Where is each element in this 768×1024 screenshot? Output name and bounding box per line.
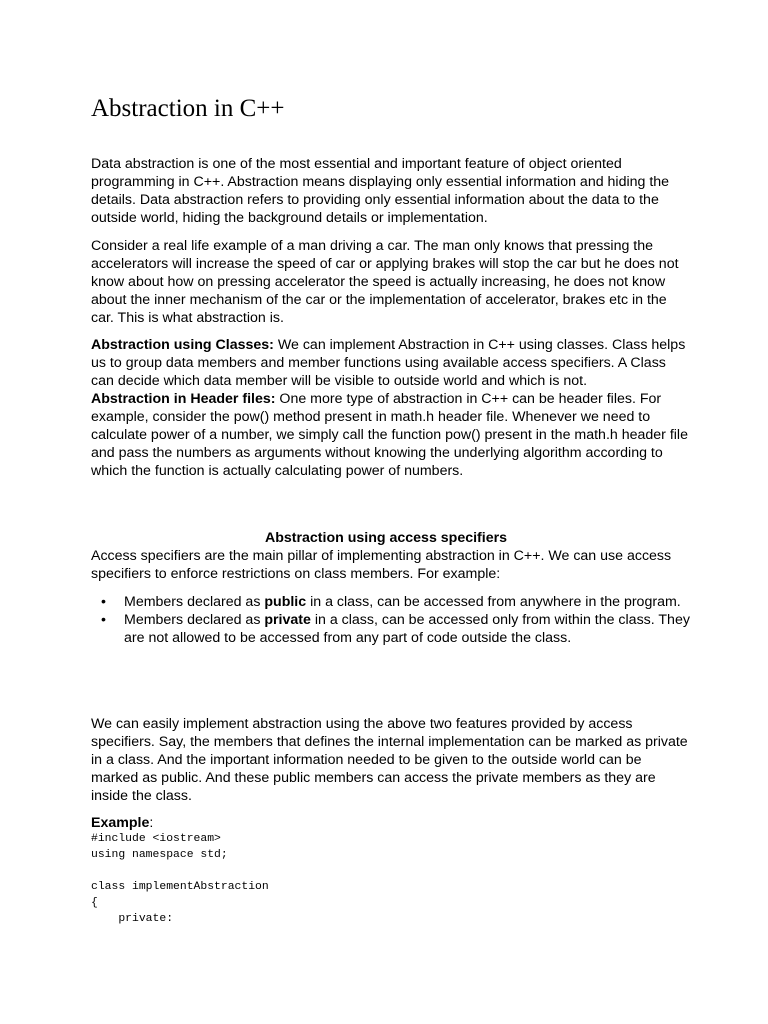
header-files-label: Abstraction in Header files: (91, 391, 276, 407)
classes-text: We can implement Abstraction in C++ using classes. Class helps us to group data members and member functions using available access specifiers. A Class can decide which data member will be visible to outside world and which is not. (91, 337, 686, 389)
bullet-icon: • (101, 594, 106, 610)
example-label: Example (91, 815, 150, 831)
implementation-text: We can easily implement abstraction using the above two features provided by access specifiers. Say, the members that defines the internal implementation can be marked as private in a class. And the important information needed to be given to the outside world can be marked as public. And these public members can access the private members as they are inside the class. (91, 716, 688, 804)
list-item (91, 593, 691, 611)
header-files-paragraph (91, 390, 691, 480)
bullet-icon: • (101, 612, 106, 628)
classes-and-headers-section (91, 336, 691, 480)
car-example-text: Consider a real life example of a man driving a car. The man only knows that pressing the accelerators will increase the speed of car or applying brakes will stop the car but he does not know about how on pressing accelerator the speed is actually increasing, he does not know about the inner mechanism of the car or the implementation of accelerator, brakes etc in the car. This is what abstraction is. (91, 238, 679, 326)
list-item-keyword: private (264, 612, 311, 628)
classes-paragraph (91, 336, 691, 390)
access-specifier-list (91, 593, 691, 647)
intro-text: Data abstraction is one of the most essential and important feature of object oriented programming in C++. Abstraction means displaying only essential information and hiding the details. Data abstraction refers to providing only essential information about the data to the outside world, hiding the background details or implementation. (91, 156, 670, 226)
list-item-text-before: Members declared as (124, 594, 265, 610)
access-intro-paragraph (91, 547, 691, 583)
list-item-text-after: in a class, can be accessed only from within the class. They are not allowed to be accessed from any part of code outside the class. (124, 612, 690, 646)
header-files-text: One more type of abstraction in C++ can be header files. For example, consider the pow() method present in math.h header file. Whenever we need to calculate power of a number, we simply call the function pow() present in the math.h header file and pass the numbers as arguments without knowing the underlying algorithm according to which the function is actually calculating power of numbers. (91, 391, 688, 479)
list-item (91, 611, 691, 647)
classes-label: Abstraction using Classes: (91, 337, 274, 353)
implementation-paragraph (91, 715, 691, 805)
access-specifiers-heading: Abstraction using access specifiers (264, 530, 508, 546)
page-title: Abstraction in C++ (91, 95, 285, 122)
example-heading (91, 814, 153, 832)
example-colon: : (149, 815, 154, 831)
access-intro-text: Access specifiers are the main pillar of implementing abstraction in C++. We can use access specifiers to enforce restrictions on class members. For example: (91, 548, 672, 582)
code-block: #include <iostream> using namespace std; class implementAbstraction { private: (91, 833, 269, 925)
list-item-keyword: public (264, 594, 307, 610)
list-item-text-after: in a class, can be accessed from anywhere in the program. (306, 594, 681, 610)
list-item-text-before: Members declared as (124, 612, 265, 628)
intro-paragraph (91, 155, 691, 227)
car-example-paragraph (91, 237, 691, 327)
